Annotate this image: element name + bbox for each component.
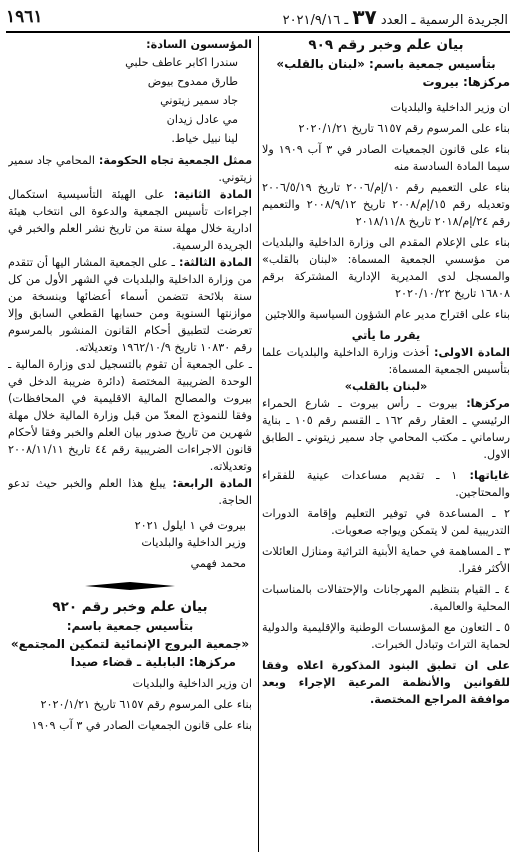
founder-name: مي عادل زيدان bbox=[166, 113, 238, 126]
hq-label: مركزها: bbox=[457, 397, 510, 410]
notice-title: بيان علم وخبر رقم ٩٠٩ bbox=[308, 37, 464, 53]
goal-4: ٤ ـ القيام بتنظيم المهرجانات والإحتفالات بالمناسبات المحلية والعالمية. bbox=[262, 583, 510, 613]
subtitle-prefix: بتأسيس جمعية باسم: bbox=[364, 57, 496, 71]
goal-5: ٥ ـ التعاون مع المؤسسات الوطنية والإقليمية والدولية لحماية التراث وتبادل الخبرات. bbox=[262, 621, 510, 651]
journal-title: الجريدة الرسمية ـ العدد bbox=[380, 13, 508, 28]
left-column bbox=[8, 36, 252, 856]
article-1-name: «لبنان بالقلب» bbox=[344, 380, 428, 393]
art2-label: المادة الثانية: bbox=[164, 188, 252, 201]
article-1 bbox=[262, 344, 510, 378]
goals-label: غاياتها: bbox=[457, 469, 510, 482]
column-divider bbox=[258, 36, 259, 852]
minister-line: ان وزير الداخلية والبلديات bbox=[390, 101, 510, 114]
section-separator bbox=[8, 580, 252, 592]
second-notice-subtitle: بتأسيس جمعية باسم: bbox=[66, 619, 194, 633]
signature-name: محمد فهمي bbox=[190, 557, 246, 570]
founder-name: لينا نبيل خياط. bbox=[171, 132, 238, 145]
art4-text: يبلغ هذا العلم والخبر حيث تدعو الحاجة. bbox=[8, 477, 252, 507]
art4-label: المادة الرابعة: bbox=[165, 477, 252, 490]
header-journal-info bbox=[283, 5, 508, 29]
closing-clause: على ان تطبق البنود المذكورة اعلاه وفقا للقوانين والأنظمة المرعية الإجراء وبعد موافقة المراجع المختصة. bbox=[262, 659, 510, 706]
founders-list bbox=[8, 53, 252, 148]
goal-1-text: ١ ـ تقديم مساعدات عينية للفقراء والمحتاجين. bbox=[262, 469, 510, 499]
hq-text: بيروت ـ رأس بيروت ـ شارع الحمراء الرئيسي ـ العقار رقم ١٦٢ ـ القسم رقم ١٠٥ ـ بناية رساماني ـ مكتب المحامي جاد سمير زيتوني ـ الطابق الاول. bbox=[262, 397, 510, 461]
basis-4: بناء على الإعلام المقدم الى وزارة الداخلية والبلديات من مؤسسي الجمعية المسماة: «لبنان بالقلب» والمسجل لدى المديرية الإدارية المشتركة برقم ١٦٨٠٨ تاريخ ٢٠٢٠/١٠/٢٢ bbox=[262, 236, 510, 300]
rep-text: المحامي جاد سمير زيتوني. bbox=[8, 154, 252, 184]
goal-2: ٢ ـ المساعدة في توفير التعليم وإقامة الدورات التدريبية لمن لا يتمكن ويواجه صعوبات. bbox=[262, 507, 510, 537]
signature-title: وزير الداخلية والبلديات bbox=[141, 536, 246, 549]
founder-name: سندرا اكابر عاطف حلبي bbox=[125, 56, 238, 69]
decides-heading: يقرر ما يأتي bbox=[351, 329, 421, 342]
art3-text: ـ على الجمعية المشار اليها أن تتقدم من وزارة الداخلية والبلديات في الشهر الأول من كل سنة بلائحة تتضمن أسماء أعضائها وبنسخة من موازنتها السنوية ومن حسابها القطعي السابق وإلا تعرضت لتطبيق أحكام القانون المنشور بالمرسوم رقم ١٠٨٣٠ تاريخ ١٩٦٢/١٠/٩ وتعديلاته. bbox=[8, 256, 252, 354]
page-number: ١٩٦١ bbox=[6, 7, 43, 27]
second-notice-location: مركزها: البابلية ـ قضاء صيدا bbox=[70, 655, 236, 669]
article-4 bbox=[8, 475, 252, 509]
founders-label: المؤسسون السادة: bbox=[146, 38, 252, 51]
art3-label: المادة الثالثة: bbox=[174, 256, 252, 269]
basis-1: بناء على المرسوم رقم ٦١٥٧ تاريخ ٢٠٢٠/١/٢١ bbox=[298, 122, 510, 135]
diamond-rule-icon bbox=[85, 581, 175, 591]
header-rule bbox=[6, 31, 510, 33]
article-3-tax: ـ على الجمعية أن تقوم بالتسجيل لدى وزارة المالية ـ الوحدة الضريبية المختصة (دائرة ضريبة الدخل في بيروت والمصالح المالية الاقليمية في المحافظات) وفقا للنموذج المعدّ من قبل وزارة المالية خلال مهلة شهرين من تاريخ صدور بيان العلم والخبر وفقا لأحكام قانون الاجراءات الضريبية رقم ٤٤ تاريخ ٢٠٠٨/١١/١١ وتعديلاته. bbox=[8, 358, 252, 473]
article-2 bbox=[8, 186, 252, 254]
second-association-name: «جمعية البروج الإنمائية لتمكين المجتمع» bbox=[10, 637, 250, 651]
basis-3: بناء على التعميم رقم ١٠/إم/٢٠٠٦ تاريخ ٢٠٠٦/٥/١٩ وتعديله رقم ١٥/إم/٢٠٠٨ تاريخ ٢٠٠٨/٩/١٢ والتعميم رقم ٢٤/إم/٢٠١٨ تاريخ ٢٠١٨/١١/٨ bbox=[262, 181, 510, 228]
basis-5: بناء على اقتراح مدير عام الشؤون السياسية واللاجئين bbox=[265, 308, 510, 321]
signature-place-date: بيروت في ١ ايلول ٢٠٢١ bbox=[134, 519, 246, 532]
basis-2: بناء على قانون الجمعيات الصادر في ٣ آب ١٩٠٩ ولا سيما المادة السادسة منه bbox=[262, 143, 510, 173]
government-representative bbox=[8, 152, 252, 186]
notice-location: مركزها: بيروت bbox=[422, 75, 510, 89]
goal-1 bbox=[262, 467, 510, 501]
page-header bbox=[6, 4, 508, 30]
association-name: «لبنان بالقلب» bbox=[276, 57, 365, 71]
headquarters bbox=[262, 395, 510, 463]
second-basis-1: بناء على المرسوم رقم ٦١٥٧ تاريخ ٢٠٢٠/١/٢١ bbox=[40, 698, 252, 711]
article-1-label: المادة الاولى: bbox=[429, 346, 510, 359]
article-3 bbox=[8, 254, 252, 356]
founder-name: جاد سمير زيتوني bbox=[160, 94, 238, 107]
issue-date: ـ ٢٠٢١/٩/١٦ bbox=[282, 13, 349, 28]
right-column bbox=[262, 36, 510, 856]
article-1-text: أخذت وزارة الداخلية والبلديات علما بتأسيس الجمعية المسماة: bbox=[262, 346, 510, 376]
founder-name: طارق ممدوح بيوض bbox=[147, 75, 238, 88]
goal-3: ٣ ـ المساهمة في حماية الأبنية التراثية ومنازل العائلات الأكثر فقرا. bbox=[262, 545, 510, 575]
notice-subtitle bbox=[262, 55, 510, 73]
second-minister-line: ان وزير الداخلية والبلديات bbox=[132, 677, 252, 690]
issue-number: ٣٧ bbox=[352, 5, 377, 29]
second-basis-2: بناء على قانون الجمعيات الصادر في ٣ آب ١٩٠٩ bbox=[31, 719, 252, 732]
art2-text: على الهيئة التأسيسية استكمال اجراءات تأسيس الجمعية والدعوة الى انتخاب هيئة ادارية خلال مهلة سنة من تاريخ نشر العلم والخبر في الجريدة الرسمية. bbox=[8, 188, 252, 252]
second-notice-title: بيان علم وخبر رقم ٩٢٠ bbox=[52, 599, 208, 615]
rep-label: ممثل الجمعية تجاه الحكومة: bbox=[94, 154, 252, 167]
